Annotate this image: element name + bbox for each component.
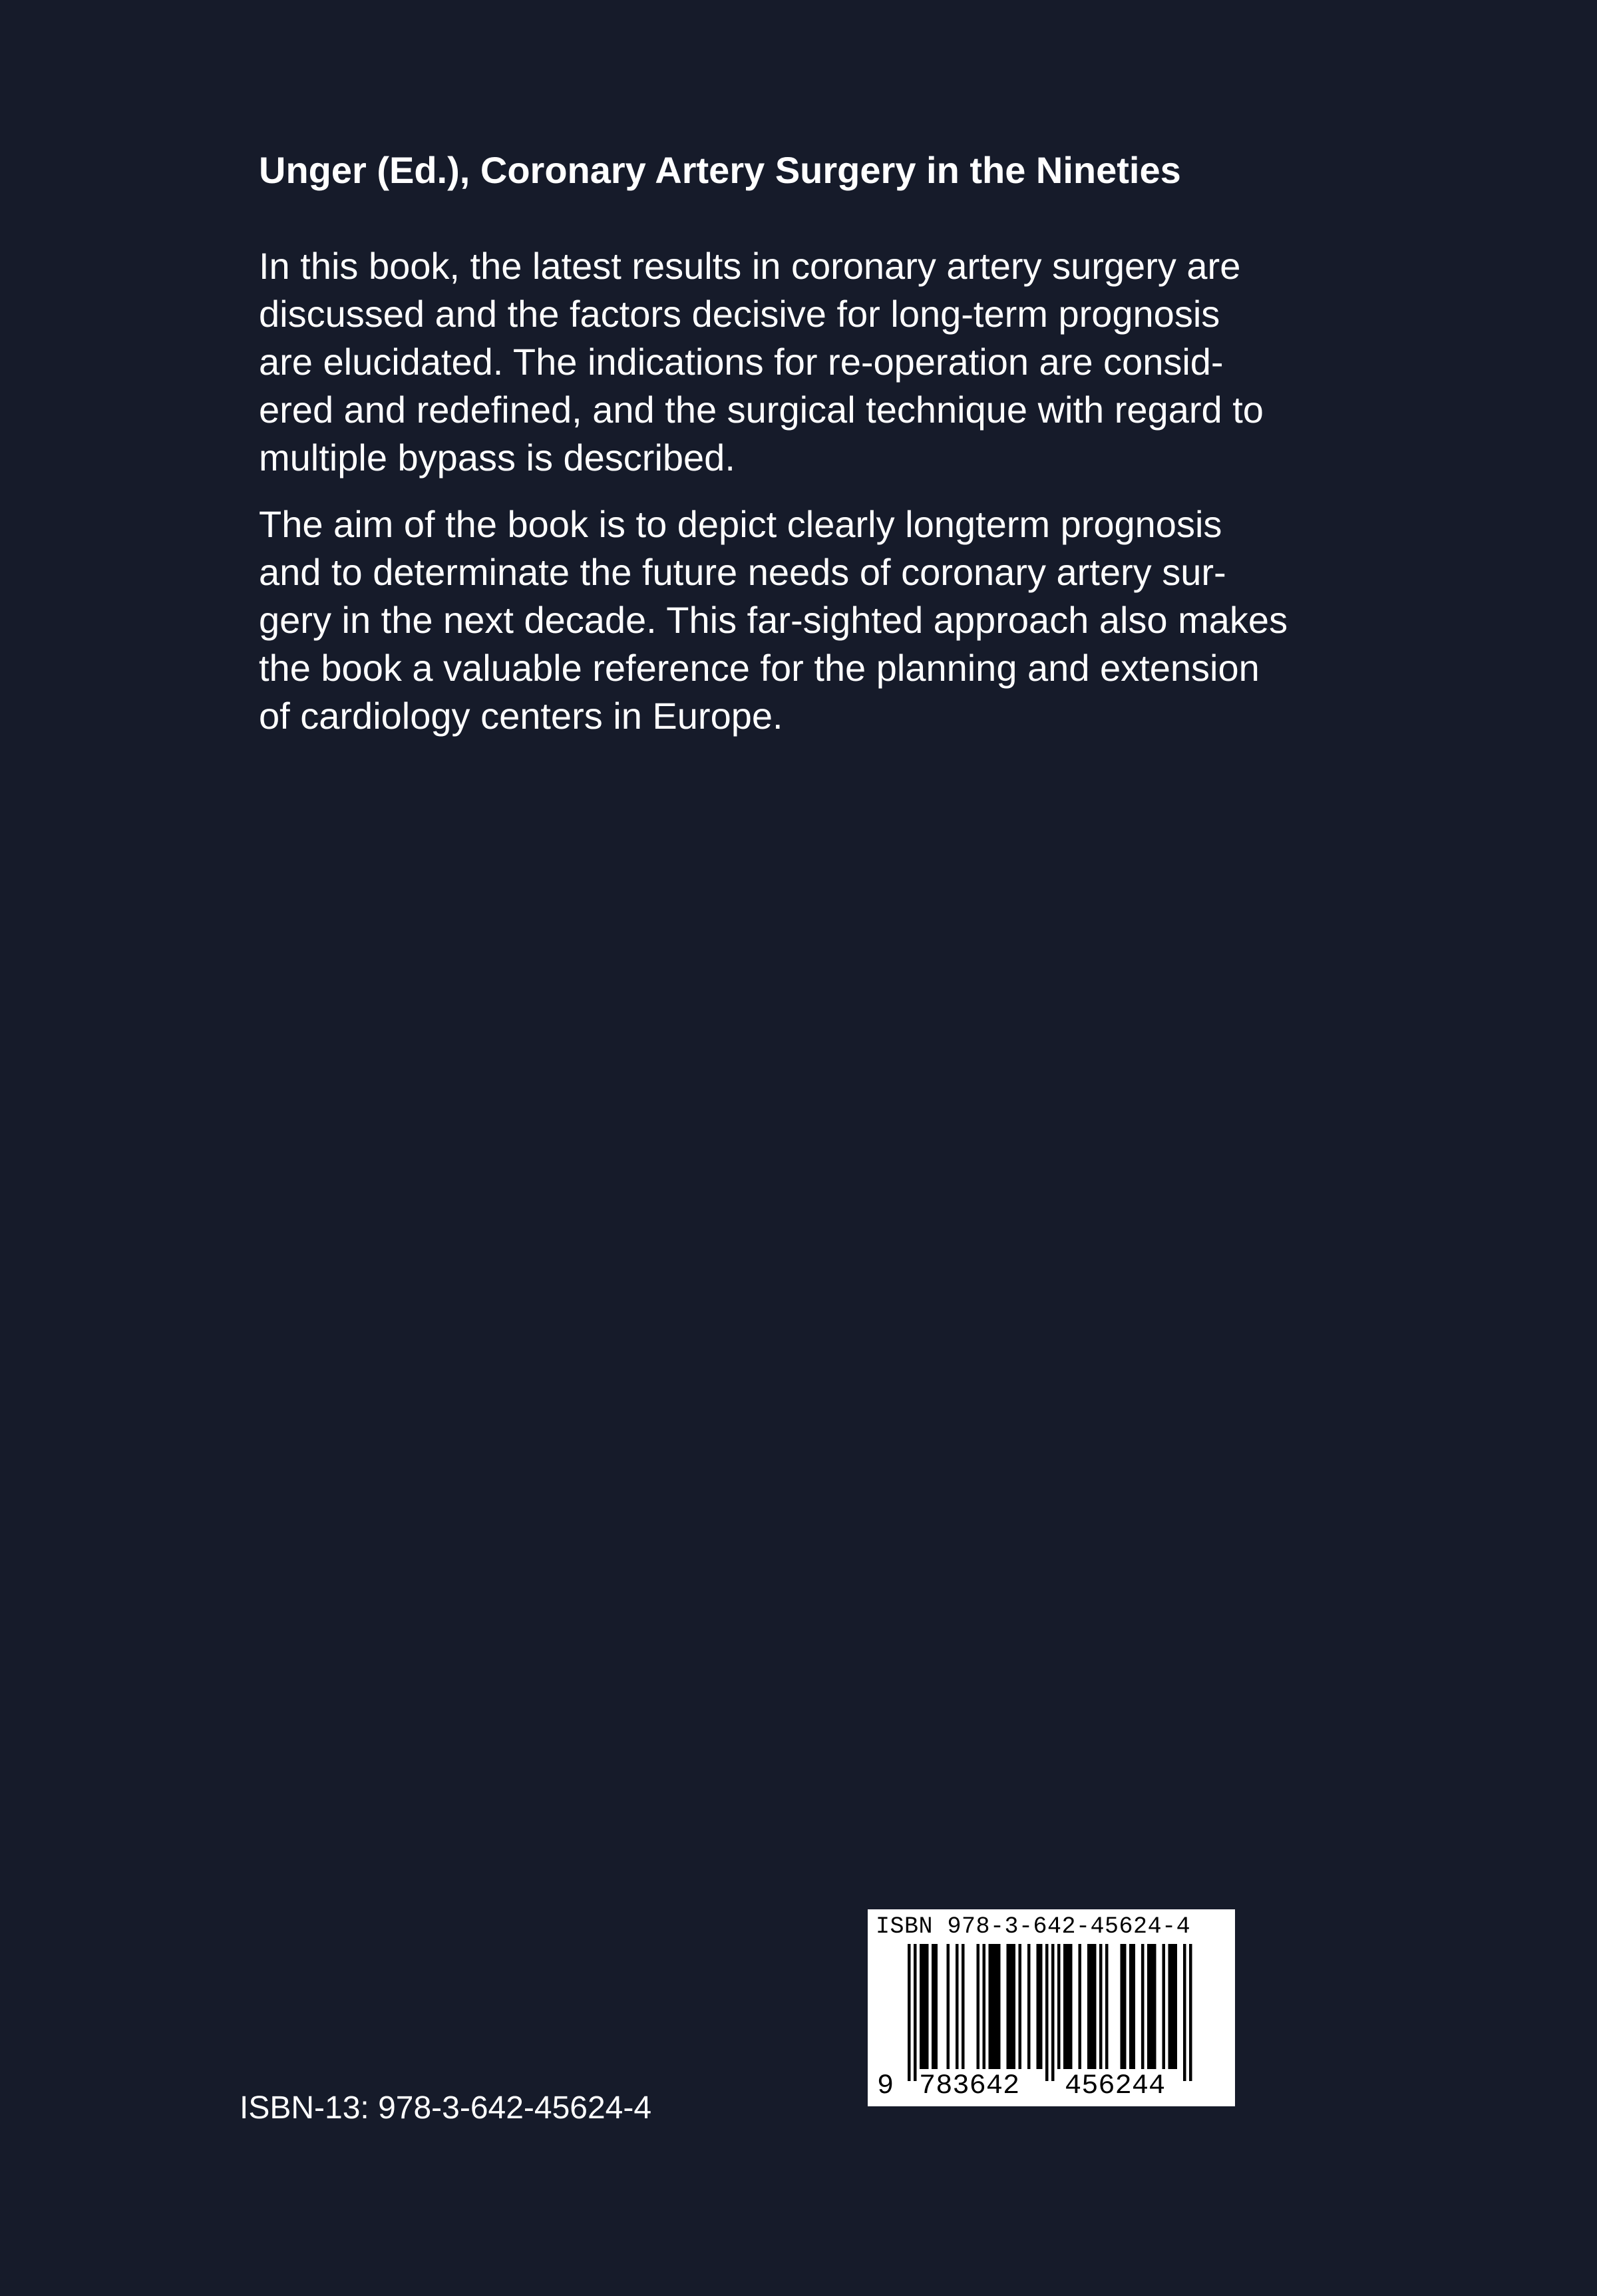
barcode-bar [920, 1944, 923, 2069]
barcode-bar [1037, 1944, 1040, 2069]
barcode-bar [947, 1944, 950, 2069]
barcode-bar [932, 1944, 935, 2069]
blurb-line: discussed and the factors decisive for long-term prognosis [259, 293, 1220, 335]
barcode-bar [989, 1944, 992, 2069]
barcode-bar [1009, 1944, 1013, 2069]
barcode-guard-bar [1051, 1944, 1055, 2081]
blurb-line: and to determinate the future needs of coronary artery sur- [259, 551, 1226, 593]
barcode-guard-bar [1183, 1944, 1186, 2081]
barcode-bar [1027, 1944, 1031, 2069]
barcode-bar [1063, 1944, 1067, 2069]
barcode-bar [991, 1944, 995, 2069]
barcode-bar [997, 1944, 1001, 2069]
barcode-bar [923, 1944, 926, 2069]
barcode-bar [1069, 1944, 1073, 2069]
barcode-bar [1013, 1944, 1016, 2069]
blurb-line: The aim of the book is to depict clearly longterm prognosis [259, 503, 1222, 545]
blurb-line: ered and redefined, and the surgical technique with regard to [259, 389, 1264, 431]
barcode-bar [1123, 1944, 1127, 2069]
barcode-bar [1133, 1944, 1136, 2069]
barcode-isbn-text: ISBN 978-3-642-45624-4 [876, 1913, 1191, 1940]
barcode-bar [1141, 1944, 1145, 2069]
barcode-bar [926, 1944, 929, 2069]
isbn-13-label: ISBN-13: 978-3-642-45624-4 [240, 2090, 652, 2126]
blurb-line: gery in the next decade. This far-sighted approach also makes [259, 599, 1288, 641]
blurb-line: the book a valuable reference for the planning and extension [259, 647, 1260, 689]
barcode-digits-right: 456244 [1065, 2070, 1166, 2102]
barcode-bar [1105, 1944, 1109, 2069]
blurb-line: multiple bypass is described. [259, 437, 735, 478]
barcode-guard-bar [1189, 1944, 1192, 2081]
barcode-bar [1091, 1944, 1094, 2069]
barcode-guard-bar [914, 1944, 917, 2081]
barcode-bar [1162, 1944, 1166, 2069]
barcode-bar [935, 1944, 938, 2069]
barcode-bar [1121, 1944, 1124, 2069]
barcode-bar [1019, 1944, 1022, 2069]
barcode-bar [1171, 1944, 1174, 2069]
barcode-bar [1147, 1944, 1151, 2069]
barcode-bar [1153, 1944, 1156, 2069]
barcode-guard-bar [1045, 1944, 1049, 2081]
barcode-bar [995, 1944, 998, 2069]
barcode-bar [1151, 1944, 1154, 2069]
barcode-bar [956, 1944, 959, 2069]
barcode-guard-bar [908, 1944, 911, 2081]
barcode-bar [1129, 1944, 1133, 2069]
barcode-bar [1087, 1944, 1091, 2069]
barcode-bar [962, 1944, 965, 2069]
barcode-bar [1057, 1944, 1061, 2069]
barcode-bar [1067, 1944, 1070, 2069]
blurb-text [259, 242, 1390, 740]
barcode-bar [1168, 1944, 1172, 2069]
barcode-bar [1174, 1944, 1178, 2069]
blurb-paragraph-1 [259, 242, 1390, 482]
barcode-bar [1093, 1944, 1097, 2069]
barcode-bar [1079, 1944, 1082, 2069]
barcode-digits-left: 783642 [919, 2070, 1020, 2102]
barcode-bar [1039, 1944, 1043, 2069]
blurb-line: are elucidated. The indications for re-operation are consid- [259, 341, 1224, 383]
barcode-bar [1099, 1944, 1103, 2069]
barcode-bar [1007, 1944, 1010, 2069]
barcode-box [868, 1909, 1235, 2106]
blurb-line: In this book, the latest results in coronary artery surgery are [259, 245, 1241, 287]
book-title: Unger (Ed.), Coronary Artery Surgery in the Nineties [259, 149, 1181, 191]
barcode-digit-first: 9 [877, 2070, 894, 2102]
barcode-bar [983, 1944, 986, 2069]
barcode-bar [977, 1944, 980, 2069]
blurb-line: of cardiology centers in Europe. [259, 695, 783, 737]
blurb-paragraph-2 [259, 500, 1390, 740]
